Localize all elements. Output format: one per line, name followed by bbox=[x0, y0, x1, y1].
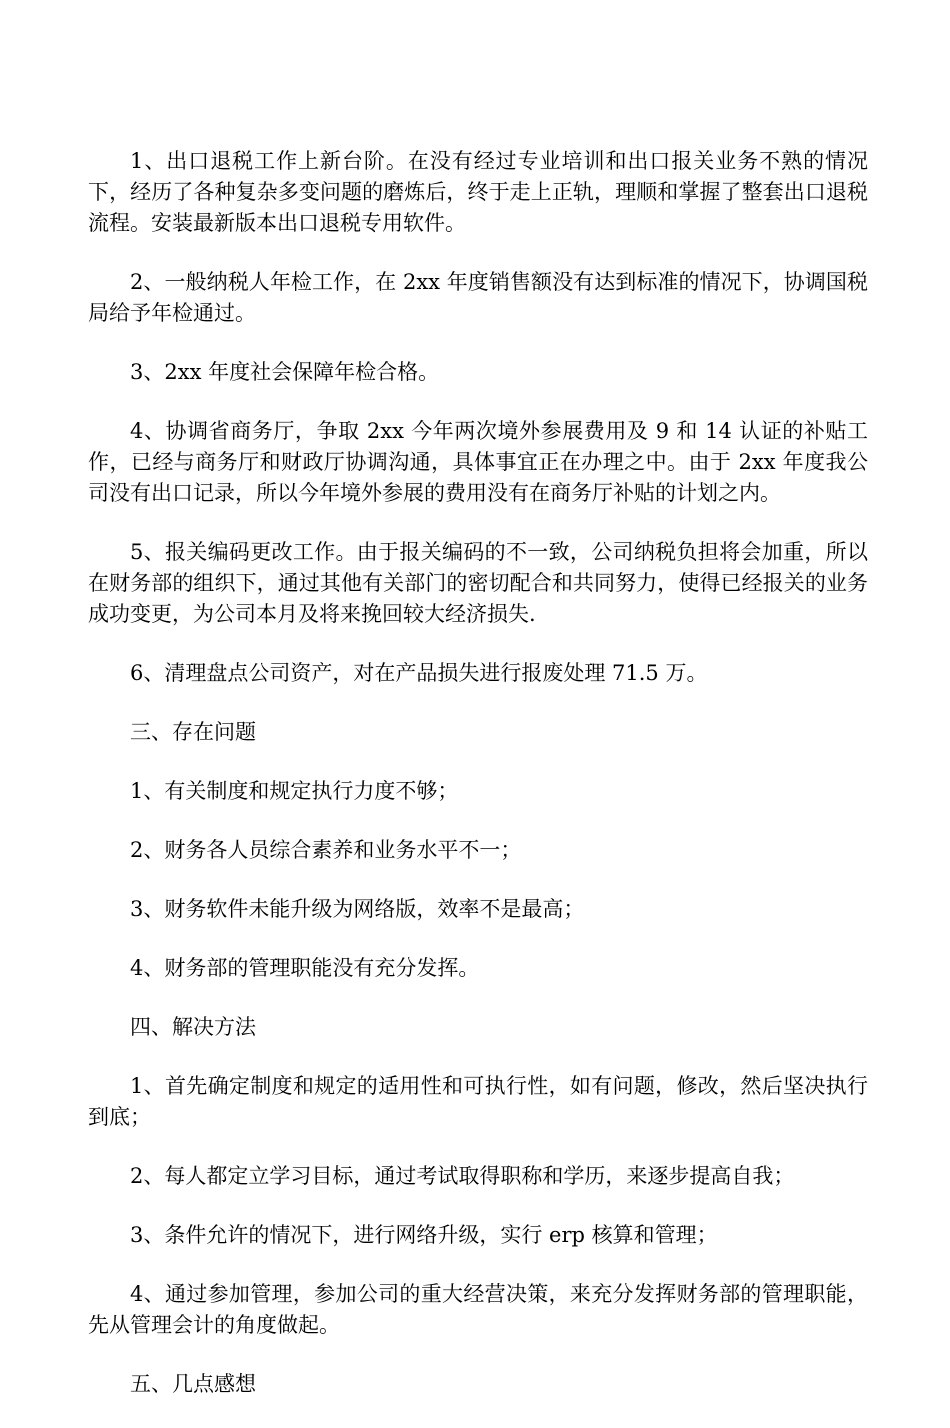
list-item: 1、有关制度和规定执行力度不够； bbox=[130, 779, 459, 803]
document-page bbox=[88, 146, 868, 1428]
paragraph-social-security: 3、2xx 年度社会保障年检合格。 bbox=[130, 360, 440, 384]
paragraph-exhibition-subsidy: 4、协调省商务厅，争取 2xx 今年两次境外参展费用及 9 和 14 认证的补贴工作，已经与商务厅和财政厅协调沟通，具体事宜正在办理之中。由于 2xx 年度我公司没有出口记录，所以今年境外参展的费用没有在商务厅补贴的计划之内。 bbox=[88, 419, 868, 505]
list-item: 3、条件允许的情况下，进行网络升级，实行 erp 核算和管理； bbox=[130, 1223, 718, 1247]
list-item: 3、财务软件未能升级为网络版，效率不是最高； bbox=[130, 897, 585, 921]
list-item: 4、通过参加管理，参加公司的重大经营决策，来充分发挥财务部的管理职能，先从管理会计的角度做起。 bbox=[88, 1282, 868, 1337]
list-item: 2、财务各人员综合素养和业务水平不一； bbox=[130, 838, 522, 862]
paragraph-customs-code: 5、报关编码更改工作。由于报关编码的不一致，公司纳税负担将会加重，所以在财务部的组织下，通过其他有关部门的密切配合和共同努力，使得已经报关的业务成功变更，为公司本月及将来挽回较大经济损失. bbox=[88, 540, 868, 626]
paragraph-asset-inventory: 6、清理盘点公司资产，对在产品损失进行报废处理 71.5 万。 bbox=[130, 661, 708, 685]
paragraph-annual-inspection: 2、一般纳税人年检工作，在 2xx 年度销售额没有达到标准的情况下，协调国税局给予年检通过。 bbox=[88, 270, 868, 325]
section-heading-reflections: 五、几点感想 bbox=[130, 1372, 256, 1396]
list-item: 1、首先确定制度和规定的适用性和可执行性，如有问题，修改，然后坚决执行到底； bbox=[88, 1074, 868, 1129]
list-item: 2、每人都定立学习目标，通过考试取得职称和学历，来逐步提高自我； bbox=[130, 1164, 795, 1188]
paragraph-export-tax-rebate: 1、出口退税工作上新台阶。在没有经过专业培训和出口报关业务不熟的情况下，经历了各种复杂多变问题的磨炼后，终于走上正轨，理顺和掌握了整套出口退税流程。安装最新版本出口退税专用软件。 bbox=[88, 149, 868, 235]
section-heading-solutions: 四、解决方法 bbox=[130, 1015, 256, 1039]
section-heading-problems: 三、存在问题 bbox=[130, 720, 256, 744]
list-item: 4、财务部的管理职能没有充分发挥。 bbox=[130, 956, 480, 980]
